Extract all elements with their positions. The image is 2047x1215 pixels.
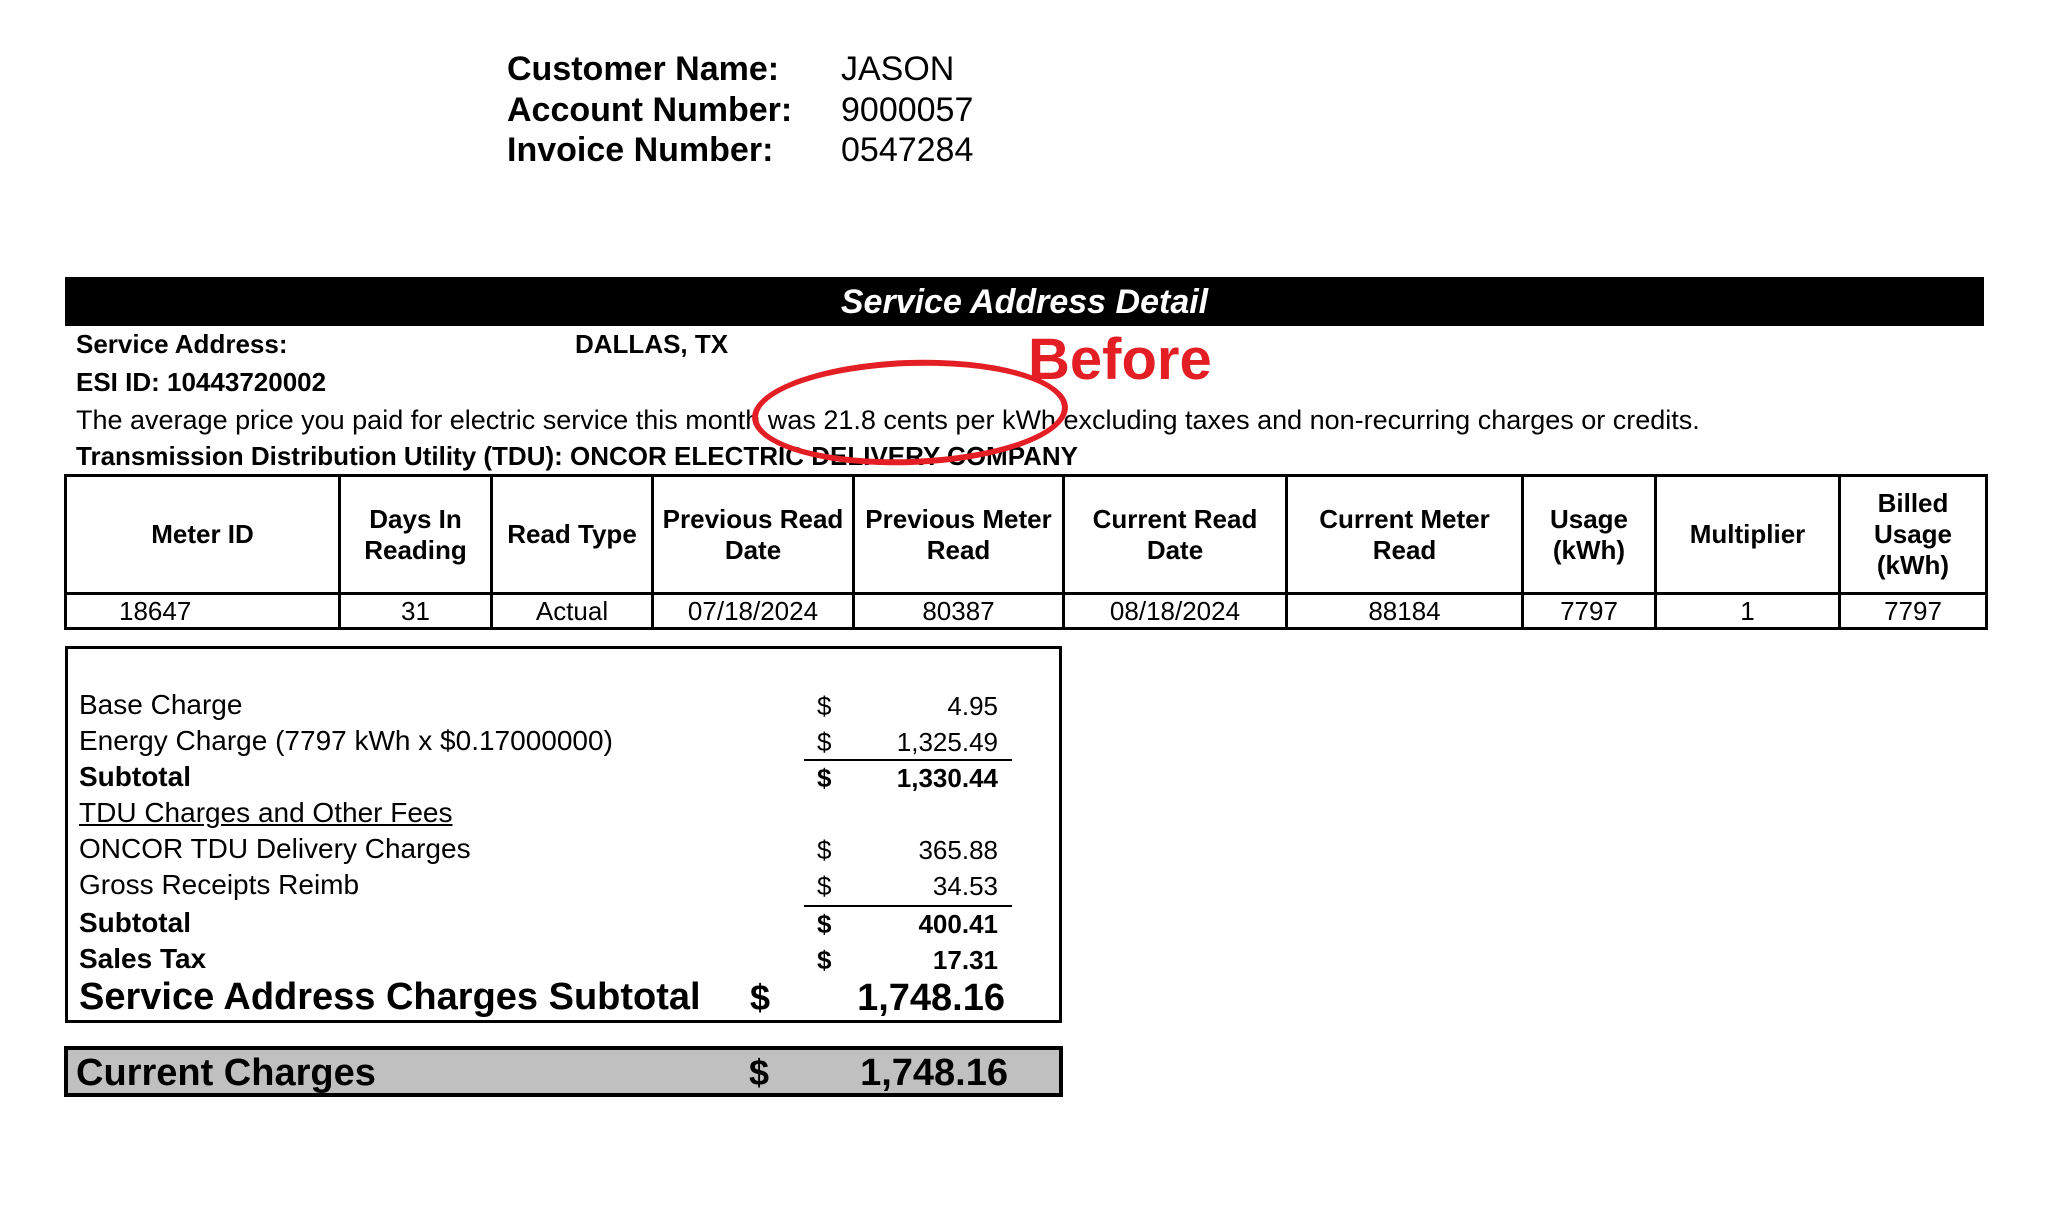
subtotal-label: Subtotal (79, 761, 191, 792)
meter-table (64, 474, 1988, 630)
column-header: Meter ID (66, 476, 340, 594)
oncor-charges-currency: $ (817, 835, 832, 865)
table-row (66, 594, 1987, 629)
service-address-value: DALLAS, TX (575, 329, 729, 359)
service-address-subtotal-currency: $ (750, 977, 771, 1018)
base-charge-label: Base Charge (79, 689, 243, 720)
gross-receipts-label: Gross Receipts Reimb (79, 869, 360, 900)
sales-tax-amount: 17.31 (932, 945, 998, 975)
tdu-line: Transmission Distribution Utility (TDU): ONCOR ELECTRIC DELIVERY COMPANY (76, 441, 1079, 471)
subtotal-rule (804, 759, 1012, 761)
service-address-label: Service Address: (76, 329, 288, 359)
current-charges-bar (64, 1046, 1063, 1097)
usage-cell: 7797 (1523, 594, 1656, 629)
account-number-value: 9000057 (841, 91, 974, 129)
charges-box (65, 646, 1062, 1023)
average-price-note: The average price you paid for electric service this month was 21.8 cents per kWh excluding taxes and non-recurring charges or credits. (76, 405, 1700, 435)
oncor-charges-amount: 365.88 (918, 835, 998, 865)
energy-charge-amount: 1,325.49 (896, 727, 998, 757)
base-charge-amount: 4.95 (947, 691, 998, 721)
subtotal-currency: $ (817, 763, 832, 793)
meter-table-header-row (66, 476, 1987, 594)
base-charge-currency: $ (817, 691, 832, 721)
column-header: Billed Usage (kWh) (1840, 476, 1987, 594)
column-header: Previous Read Date (653, 476, 854, 594)
sales-tax-label: Sales Tax (79, 943, 207, 974)
column-header: Read Type (492, 476, 653, 594)
billed-usage-cell: 7797 (1840, 594, 1987, 629)
energy-charge-label: Energy Charge (7797 kWh x $0.17000000) (79, 725, 613, 756)
subtotal-rule (804, 905, 1012, 907)
column-header: Previous Meter Read (854, 476, 1064, 594)
multiplier-cell: 1 (1656, 594, 1840, 629)
gross-receipts-currency: $ (817, 871, 832, 901)
invoice-number-label: Invoice Number: (507, 131, 774, 169)
subtotal-amount: 1,330.44 (896, 763, 998, 793)
account-number-label: Account Number: (507, 91, 793, 129)
subtotal-amount: 400.41 (918, 909, 998, 939)
oncor-charges-label: ONCOR TDU Delivery Charges (79, 833, 471, 864)
column-header: Current Read Date (1064, 476, 1287, 594)
column-header: Days In Reading (340, 476, 492, 594)
current-read-date-cell: 08/18/2024 (1064, 594, 1287, 629)
current-charges-label: Current Charges (76, 1052, 376, 1094)
column-header: Multiplier (1656, 476, 1840, 594)
esi-id: ESI ID: 10443720002 (76, 367, 327, 397)
read-type-cell: Actual (492, 594, 653, 629)
service-address-subtotal-label: Service Address Charges Subtotal (79, 976, 701, 1018)
section-title-bar: Service Address Detail (65, 277, 1984, 326)
subtotal-currency: $ (817, 909, 832, 939)
previous-meter-read-cell: 80387 (854, 594, 1064, 629)
current-charges-currency: $ (749, 1052, 770, 1093)
days-cell: 31 (340, 594, 492, 629)
meter-id-cell: 18647 (66, 594, 340, 629)
subtotal-label: Subtotal (79, 907, 191, 938)
customer-name-label: Customer Name: (507, 50, 780, 88)
column-header: Current Meter Read (1287, 476, 1523, 594)
tdu-section-label: TDU Charges and Other Fees (79, 797, 453, 828)
sales-tax-currency: $ (817, 945, 832, 975)
service-address-subtotal-amount: 1,748.16 (857, 977, 1005, 1019)
invoice-number-value: 0547284 (841, 131, 974, 169)
column-header: Usage (kWh) (1523, 476, 1656, 594)
energy-charge-currency: $ (817, 727, 832, 757)
before-annotation-label: Before (1028, 327, 1212, 392)
current-charges-amount: 1,748.16 (860, 1052, 1008, 1094)
gross-receipts-amount: 34.53 (932, 871, 998, 901)
previous-read-date-cell: 07/18/2024 (653, 594, 854, 629)
customer-name-value: JASON (841, 50, 955, 88)
current-meter-read-cell: 88184 (1287, 594, 1523, 629)
